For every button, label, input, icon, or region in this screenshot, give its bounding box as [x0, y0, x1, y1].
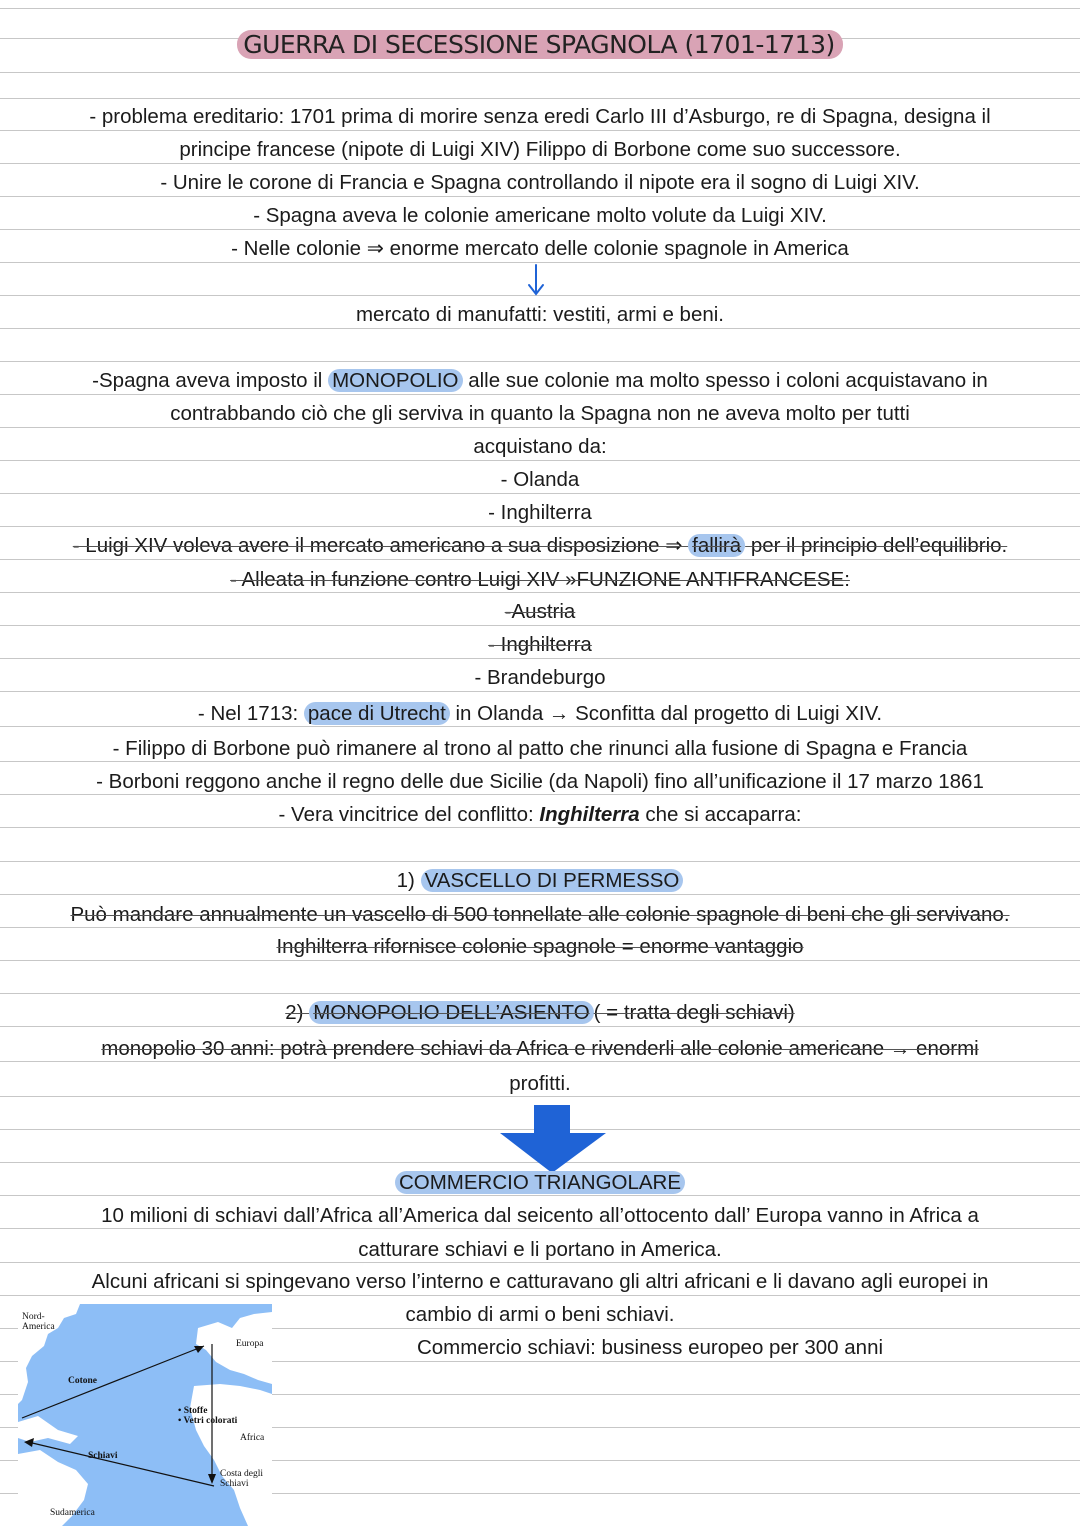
text-line: Alcuni africani si spingevano verso l’interno e catturavano gli altri africani e li davano agli europei in	[91, 1270, 989, 1293]
ruled-line	[0, 960, 1080, 961]
down-arrow-icon	[526, 263, 546, 297]
text-line: - Nelle colonie ⇒ enorme mercato delle colonie spagnole in America	[231, 237, 849, 260]
ruled-line	[0, 1295, 1080, 1296]
text-line: mercato di manufatti: vestiti, armi e beni.	[355, 303, 724, 326]
ruled-line	[0, 427, 1080, 428]
central-america-land	[18, 1416, 78, 1444]
title-text: GUERRA DI SECESSIONE SPAGNOLA (1701-1713)	[237, 30, 843, 59]
ruled-line	[0, 72, 1080, 73]
ruled-line	[0, 658, 1080, 659]
ruled-line	[0, 493, 1080, 494]
list-item: -Austria	[504, 600, 576, 623]
text-line: cambio di armi o beni schiavi.	[405, 1303, 675, 1326]
text-line: catturare schiavi e li portano in America.	[358, 1238, 722, 1261]
text-line: - problema ereditario: 1701 prima di morire senza eredi Carlo III d’Asburgo, re di Spagna, designa il	[89, 105, 991, 128]
map-label-schiavi: Schiavi	[88, 1451, 118, 1461]
text-line: 10 milioni di schiavi dall’Africa all’America dal seicento all’ottocento dall’ Europa vanno in Africa a	[101, 1204, 979, 1227]
text-line: principe francese (nipote di Luigi XIV) Filippo di Borbone come suo successore.	[179, 138, 901, 161]
commercio-highlight: COMMERCIO TRIANGOLARE	[395, 1171, 685, 1194]
text-line: contrabbando ciò che gli serviva in quanto la Spagna non ne aveva molto per tutti	[170, 402, 910, 425]
ruled-line	[0, 361, 1080, 362]
vincitrice-line: - Vera vincitrice del conflitto: Inghilterra che si accaparra:	[278, 803, 802, 826]
ruled-line	[0, 163, 1080, 164]
fallira-highlight: fallirà	[688, 534, 745, 557]
ruled-line	[0, 460, 1080, 461]
ruled-line	[0, 993, 1080, 994]
page-title	[0, 30, 1080, 59]
ruled-line	[0, 526, 1080, 527]
text-line: Inghilterra rifornisce colonie spagnole = enorme vantaggio	[276, 935, 804, 958]
map-label-cotone: Cotone	[68, 1376, 98, 1386]
commercio-heading	[0, 1170, 1080, 1196]
ruled-line	[0, 8, 1080, 9]
asiento-heading: 2) MONOPOLIO DELL’ASIENTO ( = tratta degli schiavi)	[285, 1001, 795, 1024]
ruled-line	[0, 328, 1080, 329]
ruled-line	[0, 894, 1080, 895]
ruled-line	[0, 861, 1080, 862]
text-line: - Filippo di Borbone può rimanere al trono al patto che rinunci alla fusione di Spagna e Francia	[112, 737, 968, 760]
list-item: - Inghilterra	[488, 633, 592, 656]
ruled-line	[0, 1026, 1080, 1027]
text-line: monopolio 30 anni: potrà prendere schiavi da Africa e rivenderli alle colonie americane → enormi	[101, 1037, 979, 1060]
pace-highlight: pace di Utrecht	[304, 702, 450, 725]
text-line: acquistano da:	[473, 435, 607, 458]
ruled-line	[0, 394, 1080, 395]
pace-line: - Nel 1713: pace di Utrecht in Olanda → Sconfitta dal progetto di Luigi XIV.	[197, 702, 883, 725]
ruled-line	[0, 229, 1080, 230]
text-line: - Unire le corone di Francia e Spagna controllando il nipote era il sogno di Luigi XIV.	[160, 171, 920, 194]
ruled-line	[0, 98, 1080, 99]
monopolio-highlight: MONOPOLIO	[328, 369, 462, 392]
ruled-line	[0, 130, 1080, 131]
map-label-sudamerica: Sudamerica	[50, 1508, 95, 1518]
asiento-highlight: MONOPOLIO DELL’ASIENTO	[309, 1001, 593, 1024]
text-line: Commercio schiavi: business europeo per 300 anni	[416, 1336, 884, 1359]
map-label-africa: Africa	[240, 1433, 265, 1443]
text-line: profitti.	[509, 1072, 571, 1095]
map-label-stoffe: • Stoffe	[178, 1406, 208, 1416]
text-line: - Borboni reggono anche il regno delle due Sicilie (da Napoli) fino all’unificazione il 17 marzo 1861	[96, 770, 984, 793]
map-label-costa: Costa degli Schiavi	[220, 1469, 264, 1489]
alleanza-line: - Alleata in funzione contro Luigi XIV »FUNZIONE ANTIFRANCESE:	[230, 568, 850, 591]
vascello-heading: 1) VASCELLO DI PERMESSO	[0, 868, 1080, 894]
list-item: - Brandeburgo	[474, 666, 606, 689]
list-item: - Olanda	[500, 468, 580, 491]
big-down-arrow-icon	[498, 1103, 608, 1175]
triangular-trade-map	[18, 1304, 272, 1526]
vascello-highlight: VASCELLO DI PERMESSO	[421, 869, 684, 892]
list-item: - Inghilterra	[488, 501, 592, 524]
text-line: Può mandare annualmente un vascello di 500 tonnellate alle colonie spagnole di beni che gli servivano.	[70, 903, 1010, 926]
ruled-line	[0, 559, 1080, 560]
inghilterra-bold: Inghilterra	[539, 803, 640, 826]
ruled-line	[0, 625, 1080, 626]
map-label-europa: Europa	[236, 1339, 264, 1349]
text-line: - Spagna aveva le colonie americane molto volute da Luigi XIV.	[253, 204, 827, 227]
luigi-line: - Luigi XIV voleva avere il mercato americano a sua disposizione ⇒ fallirà per il principio dell’equilibrio.	[72, 534, 1008, 557]
ruled-line	[0, 196, 1080, 197]
route-cotone	[22, 1346, 204, 1418]
map-label-vetri: • Vetri colorati	[178, 1416, 238, 1426]
map-label-north-america: Nord- America	[22, 1312, 55, 1332]
monopolio-line: -Spagna aveva imposto il MONOPOLIO alle sue colonie ma molto spesso i coloni acquistavano in	[92, 369, 988, 392]
ruled-line	[0, 691, 1080, 692]
